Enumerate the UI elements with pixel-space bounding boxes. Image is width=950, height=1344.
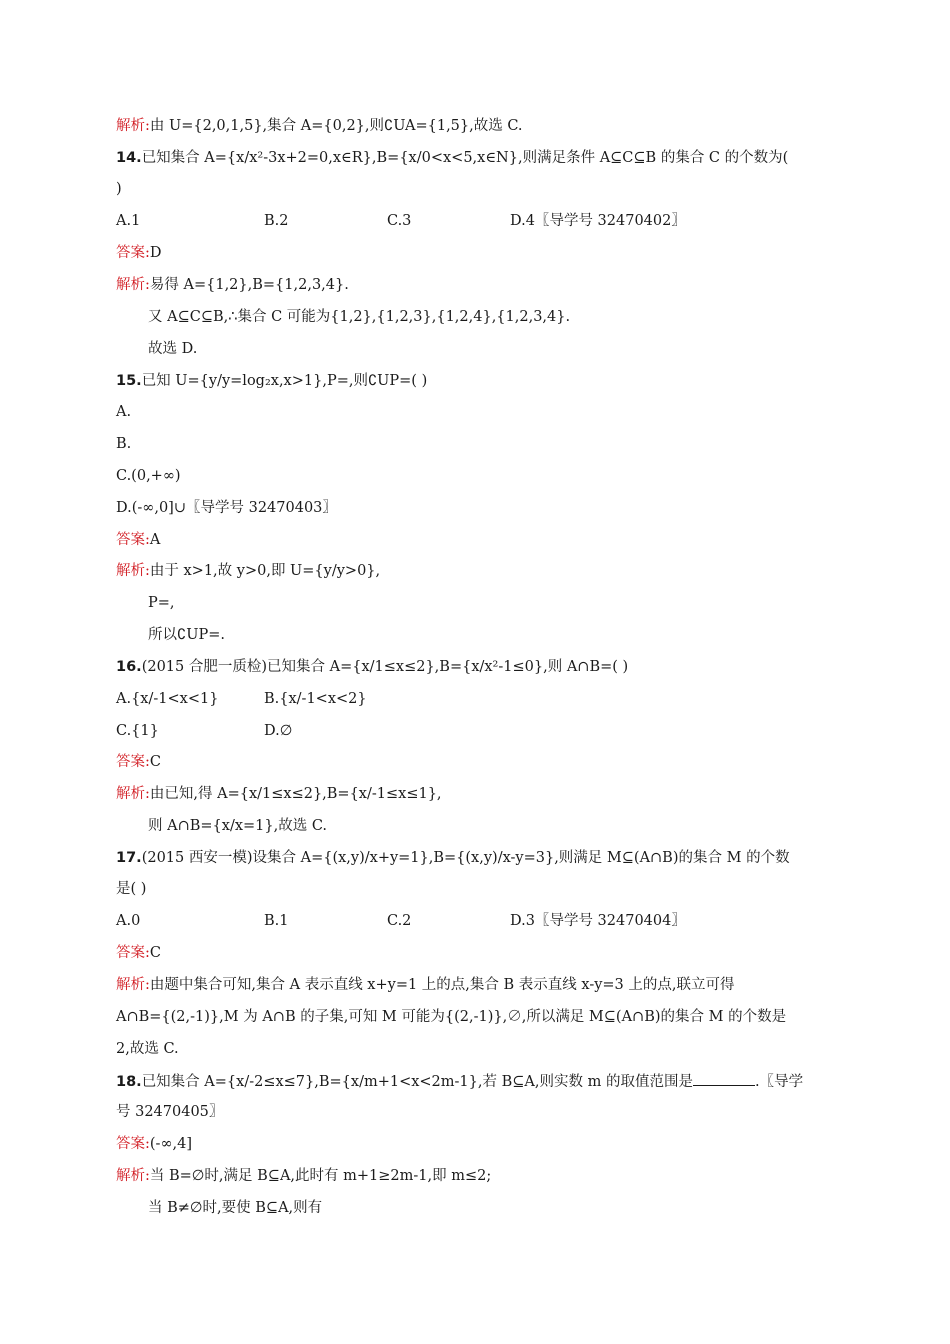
question-14-stem-cont: ) [116,181,122,197]
q14-option-c: C.3 [387,213,412,229]
q16-option-b: B.{x/-1<x<2} [264,691,367,707]
analysis-text: 由题中集合可知,集合 A 表示直线 x+y=1 上的点,集合 B 表示直线 x-y=3 上的点,联立可得 [149,977,735,993]
question-text-tail: .〖导学 [754,1074,804,1090]
q16-option-d: D.∅ [264,723,293,739]
analysis-text: 由 U={2,0,1,5},集合 A={0,2},则∁UA={1,5},故选 C. [149,118,523,134]
q15-option-c: C.(0,+∞) [116,468,181,484]
question-number: 15. [116,373,142,389]
q15-answer [116,530,160,550]
q15-option-a: A. [116,404,132,420]
answer-label: 答案: [116,532,150,548]
q15-analysis-line: P=, [148,595,175,611]
q14-option-d: D.4〖导学号 32470402〗 [510,213,686,229]
question-text: 已知 U={y/y=log₂x,x>1},P=,则∁UP=( ) [141,373,428,389]
question-17-stem-cont: 是( ) [116,881,147,897]
q14-answer [116,243,162,263]
q17-analysis [116,975,735,995]
analysis-label: 解析: [116,277,150,293]
answer-value: (-∞,4] [149,1136,193,1152]
q17-option-d: D.3〖导学号 32470404〗 [510,913,686,929]
q17-analysis-line: 2,故选 C. [116,1041,179,1057]
q14-option-b: B.2 [264,213,289,229]
analysis-line [116,116,523,136]
q16-analysis [116,784,442,804]
question-15-stem [116,371,427,391]
q18-analysis-line: 当 B≠∅时,要使 B⊆A,则有 [148,1200,323,1216]
answer-label: 答案: [116,1136,150,1152]
q16-answer [116,752,161,772]
q15-option-d: D.(-∞,0]∪〖导学号 32470403〗 [116,500,337,516]
q16-option-a: A.{x/-1<x<1} [116,691,219,707]
question-text: (2015 合肥一质检)已知集合 A={x/1≤x≤2},B={x/x²-1≤0},则 A∩B=( ) [141,659,629,675]
answer-value: A [149,532,161,548]
q14-option-a: A.1 [116,213,141,229]
analysis-text: 由已知,得 A={x/1≤x≤2},B={x/-1≤x≤1}, [149,786,442,802]
question-text: 已知集合 A={x/-2≤x≤7},B={x/m+1<x<2m-1},若 B⊆A,则实数 m 的取值范围是 [141,1074,693,1090]
q14-analysis [116,275,349,295]
answer-value: C [149,945,161,961]
question-number: 16. [116,659,142,675]
analysis-text: 当 B=∅时,满足 B⊆A,此时有 m+1≥2m-1,即 m≤2; [149,1168,492,1184]
question-14-stem [116,148,788,168]
q15-option-b: B. [116,436,132,452]
answer-label: 答案: [116,245,150,261]
answer-value: C [149,754,161,770]
q18-analysis [116,1166,491,1186]
analysis-label: 解析: [116,1168,150,1184]
q14-analysis-line: 故选 D. [148,341,198,357]
question-number: 17. [116,850,142,866]
q18-answer [116,1134,192,1154]
q15-analysis-line: 所以∁UP=. [148,627,225,643]
q17-analysis-line: A∩B={(2,-1)},M 为 A∩B 的子集,可知 M 可能为{(2,-1)},∅,所以满足 M⊆(A∩B)的集合 M 的个数是 [116,1009,787,1025]
analysis-text: 由于 x>1,故 y>0,即 U={y/y>0}, [149,563,381,579]
question-text: (2015 西安一模)设集合 A={(x,y)/x+y=1},B={(x,y)/x-y=3},则满足 M⊆(A∩B)的集合 M 的个数 [141,850,790,866]
analysis-label: 解析: [116,786,150,802]
question-number: 14. [116,150,142,166]
question-17-stem [116,848,790,868]
question-18-stem-cont: 号 32470405〗 [116,1104,224,1120]
q15-analysis [116,561,380,581]
answer-label: 答案: [116,945,150,961]
question-16-stem [116,657,628,677]
q14-analysis-line: 又 A⊆C⊆B,∴集合 C 可能为{1,2},{1,2,3},{1,2,4},{1,2,3,4}. [148,309,571,325]
q16-analysis-line: 则 A∩B={x/x=1},故选 C. [148,818,328,834]
q17-option-c: C.2 [387,913,412,929]
question-number: 18. [116,1074,142,1090]
q17-answer [116,943,161,963]
analysis-label: 解析: [116,977,150,993]
q16-option-c: C.{1} [116,723,159,739]
q17-option-b: B.1 [264,913,289,929]
analysis-text: 易得 A={1,2},B={1,2,3,4}. [149,277,349,293]
answer-value: D [149,245,162,261]
question-text: 已知集合 A={x/x²-3x+2=0,x∈R},B={x/0<x<5,x∈N},则满足条件 A⊆C⊆B 的集合 C 的个数为( [141,150,789,166]
answer-label: 答案: [116,754,150,770]
q17-option-a: A.0 [116,913,141,929]
question-18-stem [116,1071,803,1092]
analysis-label: 解析: [116,563,150,579]
analysis-label: 解析: [116,118,150,134]
answer-blank[interactable] [693,1071,755,1086]
